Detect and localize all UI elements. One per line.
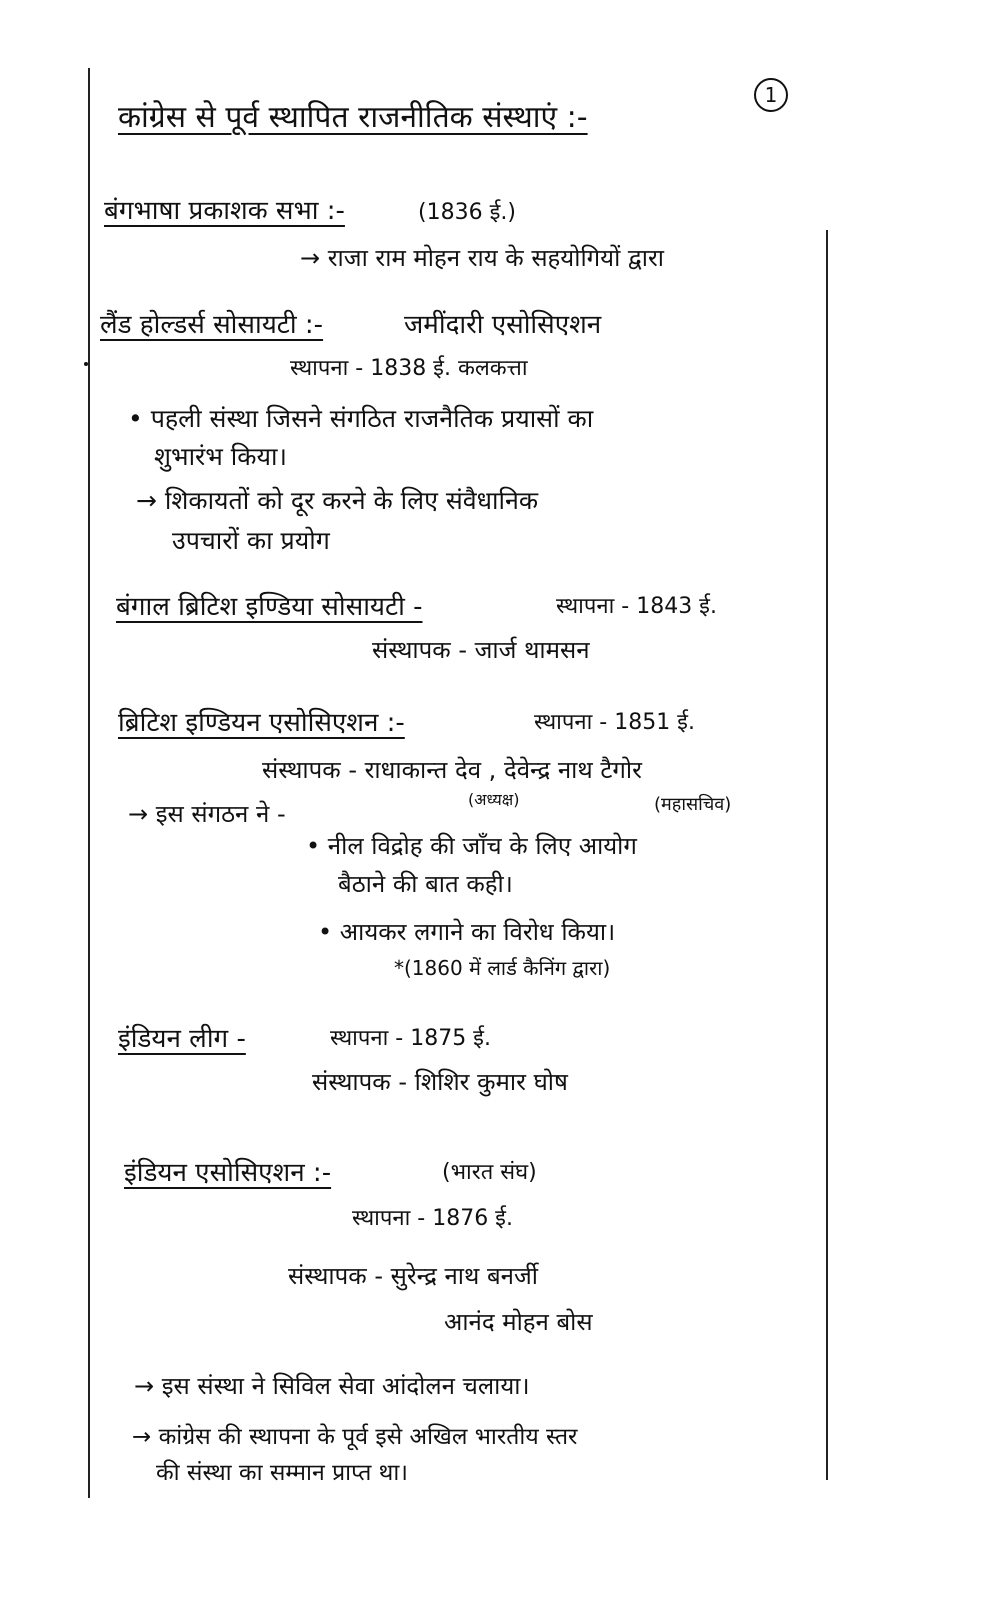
british-indian-heading: ब्रिटिश इण्डियन एसोसिएशन :- [118, 708, 405, 738]
landholders-point1-line1: • पहली संस्था जिसने संगठित राजनैतिक प्रयासों का [128, 404, 594, 433]
bangabhasha-heading: बंगभाषा प्रकाशक सभा :- [104, 196, 345, 226]
indian-association-founder2: आनंद मोहन बोस [444, 1308, 593, 1336]
indian-association-point2-line2: की संस्था का सम्मान प्राप्त था। [156, 1460, 408, 1486]
british-indian-point1-line1: • नील विद्रोह की जाँच के लिए आयोग [306, 832, 637, 860]
indian-association-founded: स्थापना - 1876 ई. [352, 1206, 513, 1231]
left-margin-line [88, 68, 90, 1498]
indian-association-alt-name: (भारत संघ) [442, 1160, 537, 1185]
indian-league-founded: स्थापना - 1875 ई. [330, 1026, 491, 1051]
british-indian-point2-note: *(1860 में लार्ड कैनिंग द्वारा) [394, 956, 611, 980]
indian-association-founder1: संस्थापक - सुरेन्द्र नाथ बनर्जी [288, 1262, 538, 1290]
indian-league-heading: इंडियन लीग - [118, 1024, 246, 1054]
right-margin-line [826, 230, 828, 1480]
british-indian-point1-line2: बैठाने की बात कही। [338, 870, 513, 898]
bangabhasha-year: (1836 ई.) [418, 200, 516, 225]
stray-mark [84, 362, 88, 366]
british-indian-role1: (अध्यक्ष) [468, 790, 520, 809]
page-number: 1 [754, 78, 788, 112]
bangabhasha-note: → राजा राम मोहन राय के सहयोगियों द्वारा [300, 244, 664, 272]
indian-association-point2-line1: → कांग्रेस की स्थापना के पूर्व इसे अखिल भारतीय स्तर [132, 1424, 578, 1450]
british-indian-point2: • आयकर लगाने का विरोध किया। [318, 918, 616, 946]
indian-association-heading: इंडियन एसोसिएशन :- [124, 1158, 332, 1188]
british-indian-role2: (महासचिव) [654, 794, 732, 815]
british-indian-founder: संस्थापक - राधाकान्त देव , देवेन्द्र नाथ टैगोर [262, 756, 642, 784]
landholders-point2-line1: → शिकायतों को दूर करने के लिए संवैधानिक [136, 486, 539, 515]
landholders-alt-name: जमींदारी एसोसिएशन [404, 310, 602, 340]
landholders-founded: स्थापना - 1838 ई. कलकत्ता [290, 356, 528, 381]
landholders-point2-line2: उपचारों का प्रयोग [172, 526, 330, 555]
british-indian-intro: → इस संगठन ने - [128, 800, 286, 828]
landholders-heading: लैंड होल्डर्स सोसायटी :- [100, 310, 324, 340]
bengal-british-heading: बंगाल ब्रिटिश इण्डिया सोसायटी - [116, 592, 423, 622]
page-title: कांग्रेस से पूर्व स्थापित राजनीतिक संस्थाएं :- [118, 100, 588, 135]
british-indian-founded: स्थापना - 1851 ई. [534, 710, 695, 735]
indian-association-point1: → इस संस्था ने सिविल सेवा आंदोलन चलाया। [134, 1372, 530, 1400]
bengal-british-founder: संस्थापक - जार्ज थामसन [372, 636, 590, 664]
indian-league-founder: संस्थापक - शिशिर कुमार घोष [312, 1068, 568, 1096]
bengal-british-founded: स्थापना - 1843 ई. [556, 594, 717, 619]
landholders-point1-line2: शुभारंभ किया। [154, 442, 287, 471]
